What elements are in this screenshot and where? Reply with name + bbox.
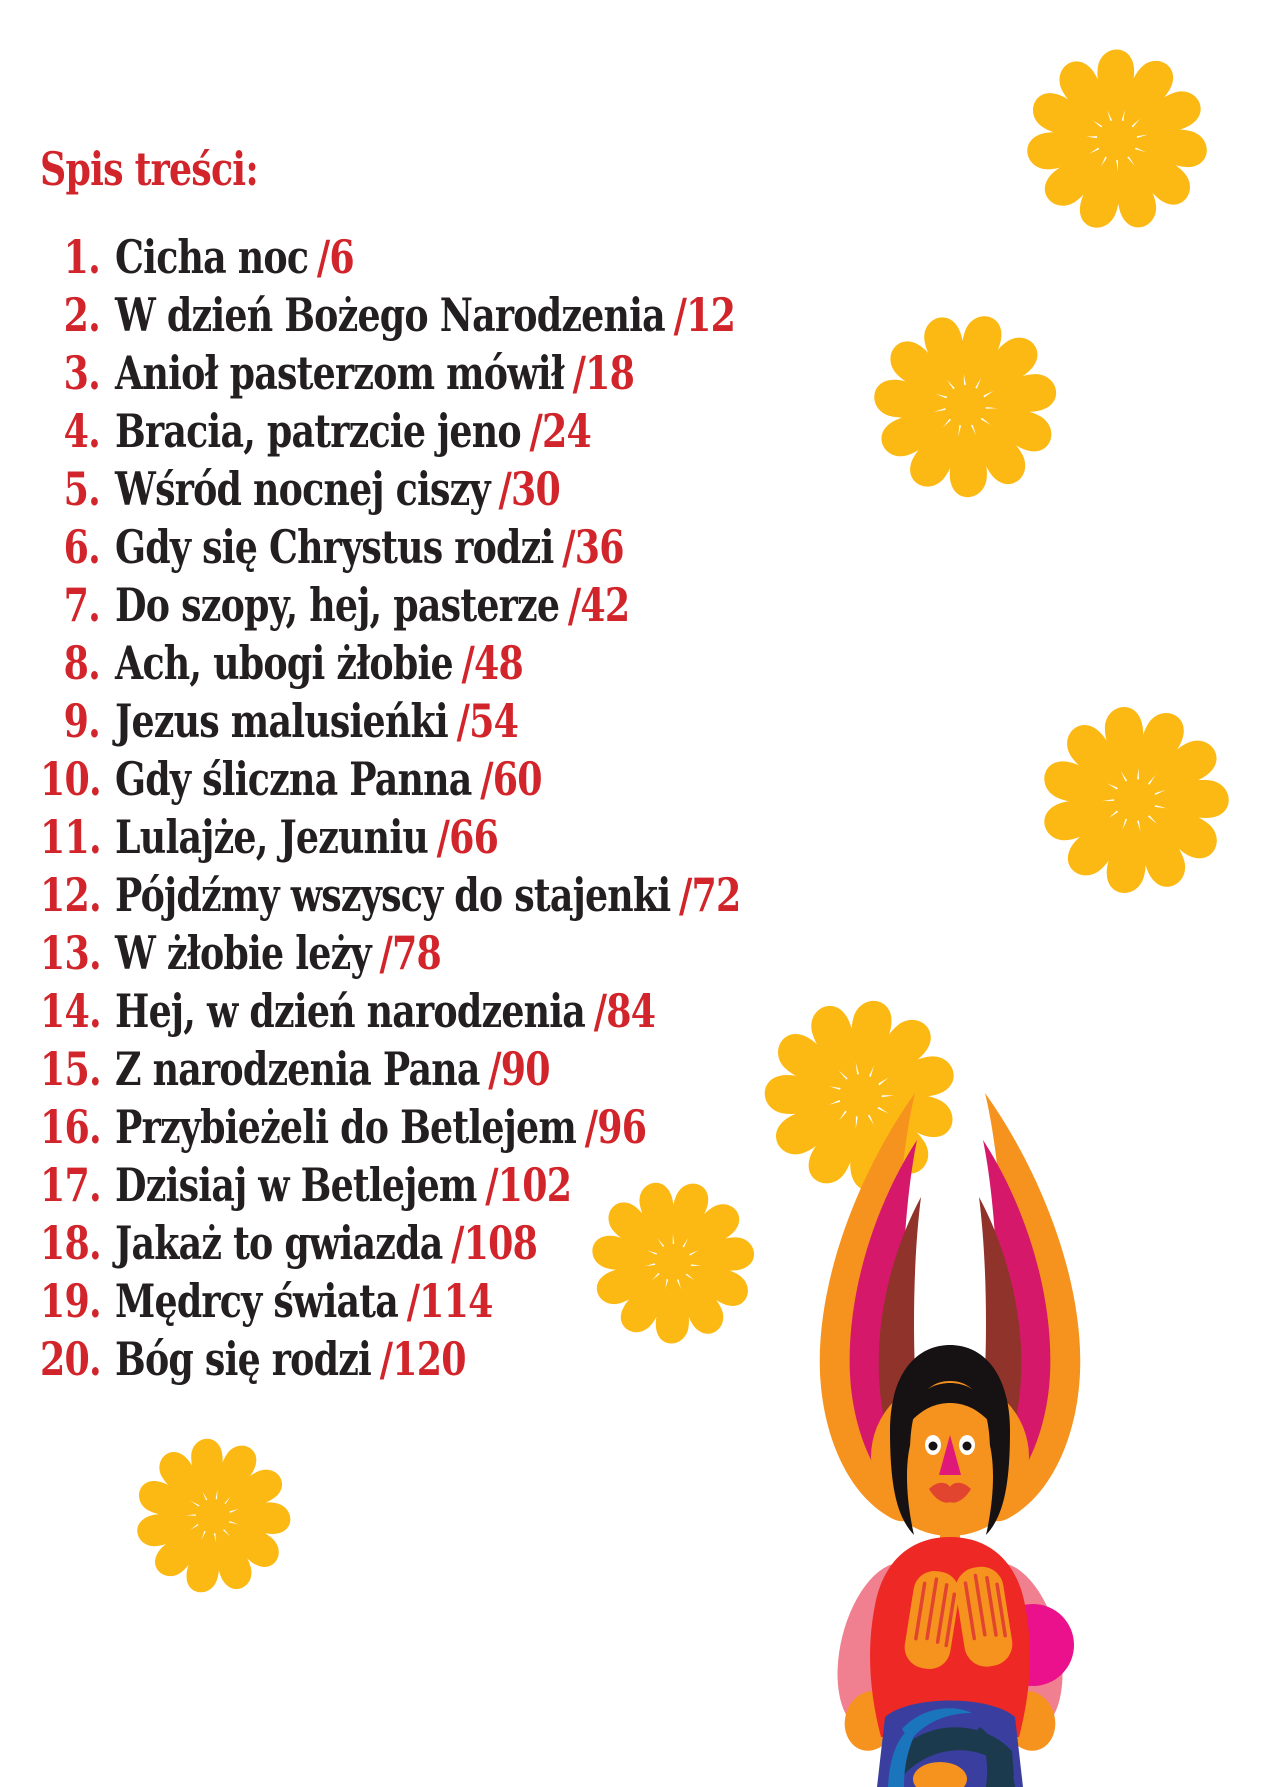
toc-item-title: Bracia, patrzcie jeno bbox=[115, 404, 521, 458]
toc-item-title: Pójdźmy wszyscy do stajenki bbox=[115, 868, 671, 922]
toc-item-number: 11. bbox=[40, 810, 101, 864]
toc-item-number: 19. bbox=[40, 1274, 101, 1328]
toc-item bbox=[40, 344, 741, 402]
flower-icon bbox=[1005, 670, 1265, 930]
toc-item-number: 16. bbox=[40, 1100, 101, 1154]
toc-item-title: Przybieżeli do Betlejem bbox=[115, 1100, 577, 1154]
toc-item-page: /66 bbox=[436, 810, 499, 864]
toc-item bbox=[40, 866, 741, 924]
toc-item-number: 14. bbox=[40, 984, 101, 1038]
flower-icon bbox=[110, 1413, 316, 1619]
toc-item-title: Mędrcy świata bbox=[115, 1274, 399, 1328]
toc-item-page: /120 bbox=[379, 1332, 466, 1386]
toc-item-title: Jakaż to gwiazda bbox=[115, 1216, 443, 1270]
toc-item-page: /72 bbox=[679, 868, 741, 922]
angel-illustration bbox=[790, 1085, 1110, 1787]
toc-item-page: /60 bbox=[480, 752, 542, 806]
toc-item-page: /6 bbox=[316, 230, 354, 284]
toc-item-number: 9. bbox=[63, 694, 101, 748]
toc-item-number: 17. bbox=[40, 1158, 101, 1212]
toc-item bbox=[40, 460, 741, 518]
toc-item-number: 4. bbox=[63, 404, 101, 458]
toc-item-number: 12. bbox=[40, 868, 101, 922]
toc-item-number: 1. bbox=[63, 230, 101, 284]
toc-item-page: /36 bbox=[562, 520, 624, 574]
toc-item bbox=[40, 692, 741, 750]
toc-item-page: /84 bbox=[593, 984, 656, 1038]
toc-item-page: /30 bbox=[498, 462, 560, 516]
page-title: Spis treści: bbox=[40, 141, 258, 196]
toc-item-page: /54 bbox=[456, 694, 519, 748]
toc-item-page: /24 bbox=[529, 404, 591, 458]
toc-item-number: 8. bbox=[63, 636, 101, 690]
toc-item-page: /108 bbox=[451, 1216, 538, 1270]
toc-item bbox=[40, 518, 741, 576]
toc-item bbox=[40, 402, 741, 460]
toc-item bbox=[40, 808, 741, 866]
toc-item-page: /18 bbox=[572, 346, 635, 400]
toc-item-number: 7. bbox=[63, 578, 101, 632]
toc-item-title: Do szopy, hej, pasterze bbox=[115, 578, 560, 632]
toc-item-title: Gdy śliczna Panna bbox=[115, 752, 472, 806]
toc-item-title: Bóg się rodzi bbox=[115, 1332, 372, 1386]
toc-item-title: Cicha noc bbox=[115, 230, 309, 284]
toc-item bbox=[40, 924, 741, 982]
toc-item-page: /90 bbox=[488, 1042, 550, 1096]
flower-icon bbox=[1006, 29, 1228, 251]
angel-robe bbox=[877, 1701, 1023, 1787]
toc-item bbox=[40, 286, 741, 344]
toc-item-number: 6. bbox=[63, 520, 101, 574]
toc-item-page: /96 bbox=[584, 1100, 647, 1154]
toc-item-title: W żłobie leży bbox=[115, 926, 371, 980]
toc-item-page: /114 bbox=[406, 1274, 493, 1328]
toc-item-number: 2. bbox=[63, 288, 101, 342]
toc-item bbox=[40, 982, 741, 1040]
toc-item bbox=[40, 228, 741, 286]
toc-item-number: 5. bbox=[63, 462, 101, 516]
toc-item-page: /102 bbox=[485, 1158, 572, 1212]
toc-item-title: Gdy się Chrystus rodzi bbox=[115, 520, 554, 574]
toc-item-number: 13. bbox=[40, 926, 101, 980]
toc-item-page: /48 bbox=[461, 636, 523, 690]
toc-item-page: /42 bbox=[567, 578, 630, 632]
toc-item-title: Hej, w dzień narodzenia bbox=[115, 984, 586, 1038]
toc-item-title: Z narodzenia Pana bbox=[115, 1042, 480, 1096]
toc-item-title: Ach, ubogi żłobie bbox=[115, 636, 453, 690]
toc-item-page: /78 bbox=[379, 926, 441, 980]
toc-item-title: Wśród nocnej ciszy bbox=[115, 462, 490, 516]
toc-item-number: 15. bbox=[40, 1042, 101, 1096]
toc-item-title: Dzisiaj w Betlejem bbox=[115, 1158, 477, 1212]
toc-item-page: /12 bbox=[673, 288, 736, 342]
toc-item-number: 10. bbox=[40, 752, 101, 806]
toc-item bbox=[40, 576, 741, 634]
toc-item-title: Lulajże, Jezuniu bbox=[115, 810, 428, 864]
toc-item-number: 20. bbox=[40, 1332, 101, 1386]
toc-item-title: Jezus malusieńki bbox=[115, 694, 448, 748]
toc-item bbox=[40, 750, 741, 808]
toc-item-title: Anioł pasterzom mówił bbox=[115, 346, 564, 400]
toc-item-title: W dzień Bożego Narodzenia bbox=[115, 288, 665, 342]
toc-item-number: 18. bbox=[40, 1216, 101, 1270]
toc-item bbox=[40, 634, 741, 692]
toc-item bbox=[40, 1040, 741, 1098]
toc-item-number: 3. bbox=[63, 346, 101, 400]
